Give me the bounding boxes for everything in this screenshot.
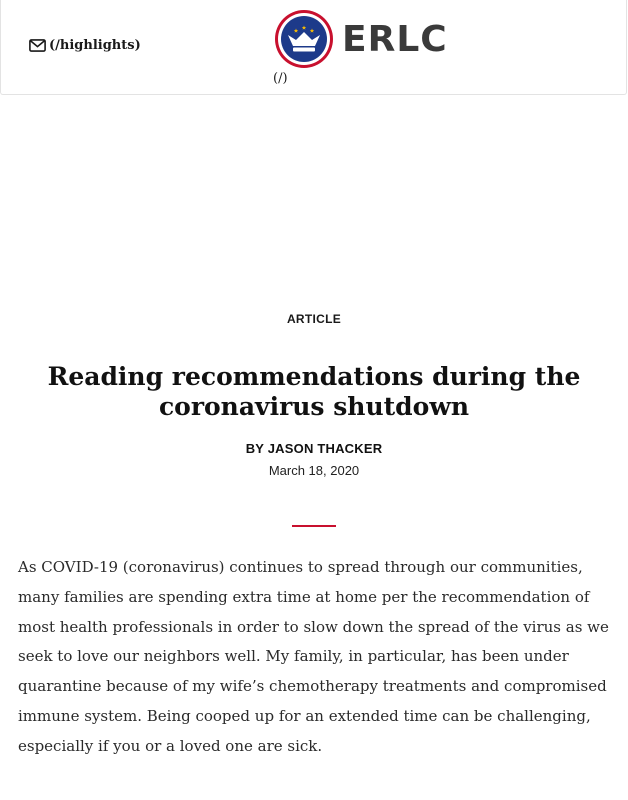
highlights-link-text: (/highlights) xyxy=(49,38,141,53)
logo-link-text[interactable]: (/) xyxy=(273,71,288,86)
logo-wordmark: ERLC xyxy=(342,18,448,60)
erlc-seal-icon xyxy=(274,9,334,69)
title-divider xyxy=(292,525,336,527)
article-title: Reading recommendations during the coronavirus shutdown xyxy=(47,362,581,421)
article-date: March 18, 2020 xyxy=(268,463,360,478)
article-kicker: ARTICLE xyxy=(286,312,342,326)
mail-icon xyxy=(29,39,46,52)
article-byline[interactable]: BY JASON THACKER xyxy=(245,441,383,456)
article-body-paragraph: As COVID-19 (coronavirus) continues to spread through our communities, many families are spending extra time at home per the recommendation of most health professionals in order to slow down the spread of the virus as we seek to love our neighbors well. My family, in particular, has been under quarantine because of my wife’s chemotherapy treatments and compromised immune system. Being cooped up for an extended time can be challenging, especially if you or a loved one are sick. xyxy=(18,558,609,755)
highlights-link[interactable] xyxy=(29,38,141,53)
site-header xyxy=(0,0,627,95)
logo-link[interactable] xyxy=(274,6,450,72)
